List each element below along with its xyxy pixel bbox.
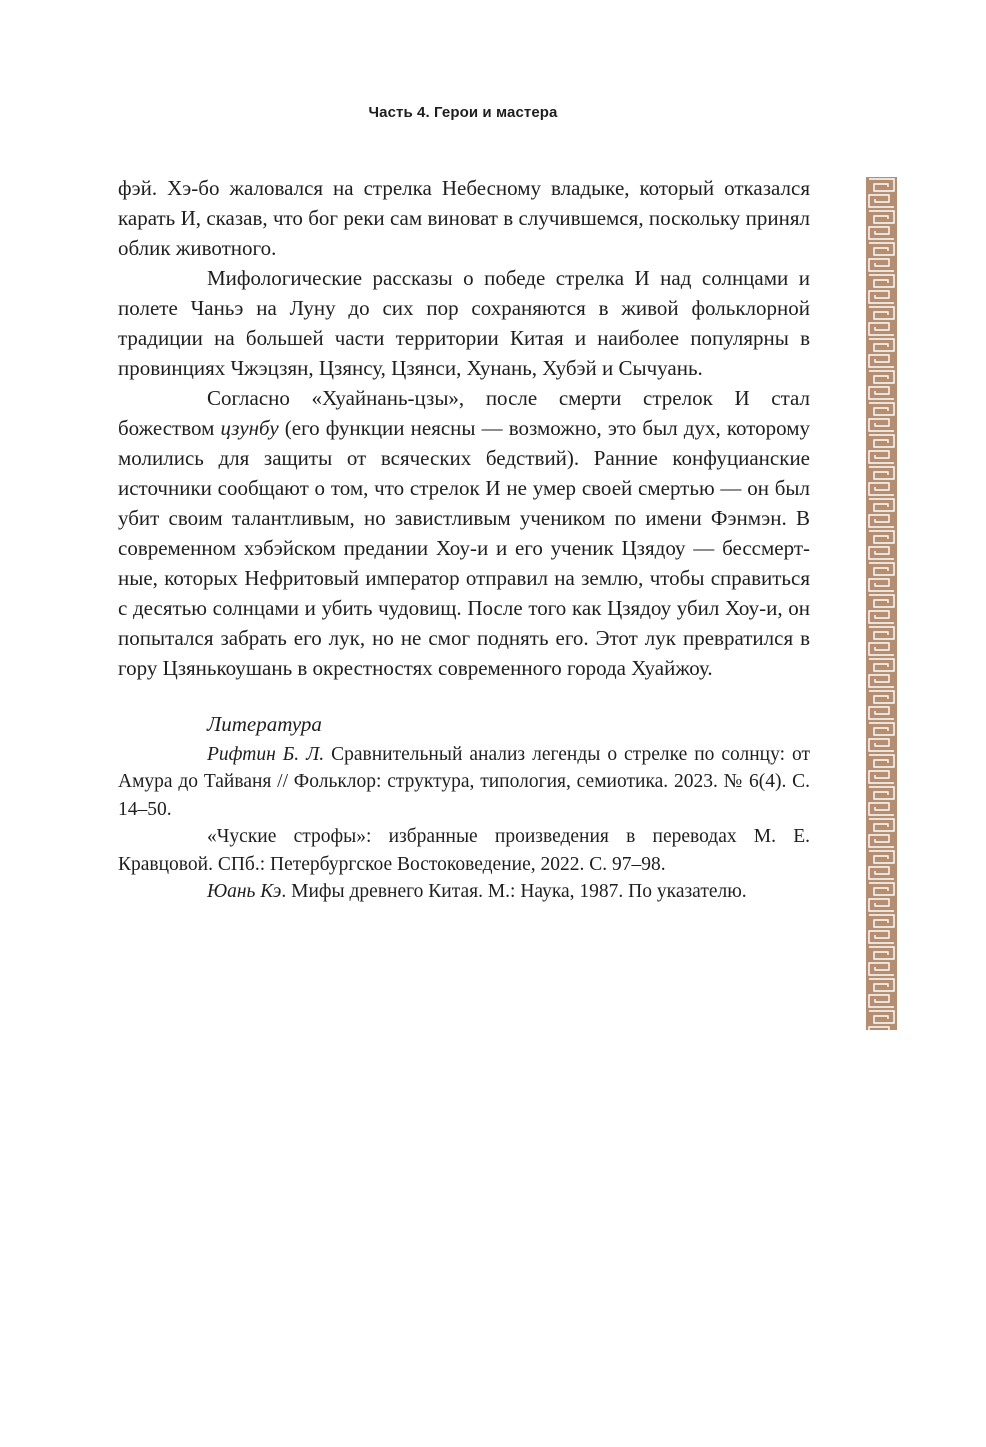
running-head: Часть 4. Герои и мастера: [368, 104, 558, 121]
reference-3-text: . Мифы древнего Китая. М.: Наука, 1987. По указателю.: [281, 881, 747, 902]
reference-1: [118, 741, 810, 824]
reference-1-text: Сравнительный анализ легенды о стрелке по солнцу: от Амура до Тайваня // Фольклор: структура, типология, семиотика. 2023. № 6(4). С. 14–50.: [118, 743, 810, 820]
paragraph-3: [118, 383, 810, 683]
reference-2: [118, 823, 810, 878]
main-text: [118, 173, 810, 906]
reference-3: [118, 878, 810, 906]
term-tszunbu: цзунбу: [220, 416, 279, 440]
literature-heading: Литература: [207, 712, 322, 736]
paragraph-3-part-1: Согласно «Хуайнань-цзы», после смерти стрелок И стал божеством: [118, 386, 810, 440]
paragraph-3-part-2: (его функции неясны — возможно, это был дух, которому молились для защиты от всяческих бедствий). Ранние конфуцианские источники сообщают о том, что стрелок И не умер своей смертью — он был убит своим талантливым, но завистливым учеником по имени Фэнмэн. В современном хэбэйском предании Хоу-и и его ученик Цзядоу — бессмертные, которых Нефритовый император отправил на землю, чтобы справиться с десятью солнцами и убить чудовищ. После того как Цзядоу убил Хоу-и, он попытался забрать его лук, но не смог поднять его. Этот лук превратился в гору Цзянькоушань в окрестностях современного города Хуайжоу.: [118, 416, 810, 680]
reference-2-text: «Чуские строфы»: избранные произведения в переводах М. Е. Кравцовой. СПб.: Петербургское Востоковедение, 2022. С. 97–98.: [118, 826, 810, 875]
reference-3-author: Юань Кэ: [207, 881, 282, 902]
literature-section: [118, 711, 810, 906]
greek-key-border: [866, 177, 897, 1030]
paragraph-2: Мифологические рассказы о победе стрелка И над солнцами и полете Чаньэ на Луну до сих пор сохраняются в живой фольклорной традиции на большей части территории Китая и наиболее популярны в провинциях Чжэцзян, Цзянсу, Цзянси, Хунань, Хубэй и Сычуань.: [118, 266, 810, 380]
reference-1-author: Рифтин Б. Л.: [207, 743, 325, 765]
paragraph-1: фэй. Хэ-бо жаловался на стрелка Небесному владыке, который отказался карать И, сказав, что бог реки сам виноват в случившемся, поскольку принял облик животного.: [118, 176, 810, 260]
